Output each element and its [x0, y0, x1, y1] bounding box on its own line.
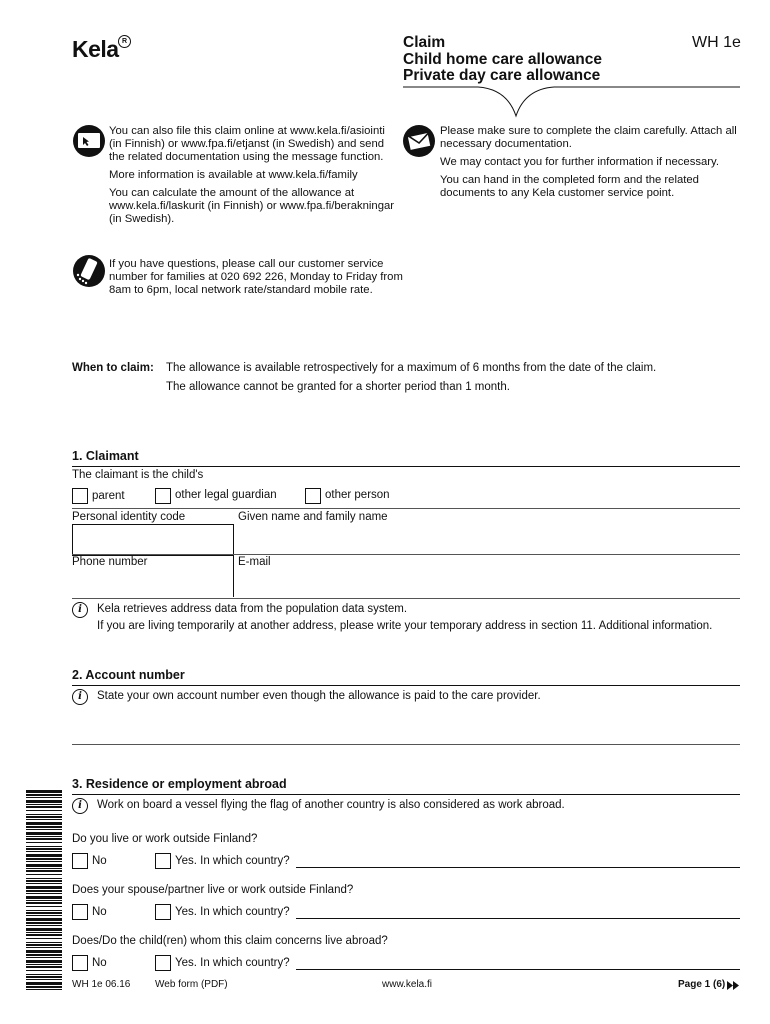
when-to-claim	[72, 359, 656, 397]
name-field[interactable]	[234, 525, 740, 554]
section-rule	[72, 794, 740, 795]
computer-icon	[72, 124, 106, 158]
parent-checkbox[interactable]	[72, 488, 88, 504]
no-checkbox[interactable]	[72, 853, 88, 869]
claimant-question: The claimant is the child's	[72, 469, 204, 481]
section-rule	[72, 466, 740, 467]
when-to-claim-label: When to claim:	[72, 362, 154, 374]
registered-mark-icon: R	[118, 35, 131, 48]
info-icon: i	[72, 602, 88, 618]
info-icon: i	[72, 798, 88, 814]
when-to-claim-line2: The allowance cannot be granted for a shorter period than 1 month.	[166, 381, 510, 393]
mail-icon	[402, 124, 436, 158]
yes-label: Yes. In which country?	[175, 906, 290, 918]
question-text: Does your spouse/partner live or work outside Finland?	[72, 884, 354, 896]
parent-label: parent	[92, 490, 125, 502]
more-info-text: More information is available at www.kela.fi/family	[109, 169, 358, 181]
account-number-field[interactable]	[72, 708, 740, 744]
pic-label: Personal identity code	[72, 511, 186, 523]
country-input[interactable]	[296, 918, 740, 919]
double-arrow-right-icon	[727, 981, 740, 990]
address-info-line1: Kela retrieves address data from the population data system.	[97, 603, 408, 615]
divider	[72, 744, 740, 745]
phone-label: Phone number	[72, 556, 148, 568]
info-icon: i	[72, 689, 88, 705]
divider	[72, 508, 740, 509]
no-checkbox[interactable]	[72, 904, 88, 920]
footer-form-code: WH 1e 06.16	[72, 979, 131, 990]
section-title-account: 2. Account number	[72, 668, 185, 682]
yes-label: Yes. In which country?	[175, 957, 290, 969]
page-number: Page 1 (6)	[678, 979, 726, 990]
footer-format: Web form (PDF)	[155, 979, 228, 990]
personal-identity-code-field[interactable]	[72, 524, 234, 556]
section-title-residence: 3. Residence or employment abroad	[72, 777, 287, 791]
section-rule	[72, 685, 740, 686]
no-label: No	[92, 906, 107, 918]
barcode	[26, 790, 62, 990]
question-text: Does/Do the child(ren) whom this claim concerns live abroad?	[72, 935, 388, 947]
other-person-label: other person	[325, 489, 390, 501]
when-to-claim-line1: The allowance is available retrospectively for a maximum of 6 months from the date of the claim.	[166, 362, 657, 374]
instruction-text: Please make sure to complete the claim carefully. Attach all necessary documentation.	[440, 125, 737, 150]
divider	[72, 554, 740, 555]
kela-logo: Kela	[72, 36, 119, 62]
instructions	[440, 125, 740, 205]
phone-icon	[72, 254, 106, 288]
footer-website: www.kela.fi	[382, 979, 433, 990]
title-line: Claim	[403, 34, 446, 51]
instruction-text: You can hand in the completed form and the related documents to any Kela customer service point.	[440, 174, 699, 199]
question-text: Do you live or work outside Finland?	[72, 833, 258, 845]
account-info: State your own account number even though the allowance is paid to the care provider.	[97, 690, 541, 702]
online-info	[109, 125, 399, 231]
no-label: No	[92, 855, 107, 867]
abroad-info: Work on board a vessel flying the flag of another country is also considered as work abroad.	[97, 799, 565, 811]
form-title	[403, 35, 602, 85]
instruction-text: We may contact you for further information if necessary.	[440, 156, 719, 168]
divider	[72, 598, 740, 599]
other-person-checkbox[interactable]	[305, 488, 321, 504]
country-input[interactable]	[296, 969, 740, 970]
no-checkbox[interactable]	[72, 955, 88, 971]
yes-checkbox[interactable]	[155, 853, 171, 869]
email-label: E-mail	[238, 556, 271, 568]
speech-bubble-divider	[403, 84, 740, 118]
phone-info-text: If you have questions, please call our customer service number for families at 020 692 226, Monday to Friday from 8am to 6pm, local network rate/standard mobile rate.	[109, 258, 403, 296]
no-label: No	[92, 957, 107, 969]
country-input[interactable]	[296, 867, 740, 868]
title-line: Private day care allowance	[403, 67, 601, 84]
other-guardian-checkbox[interactable]	[155, 488, 171, 504]
address-info-line2: If you are living temporarily at another address, please write your temporary address in section 11. Additional information.	[97, 620, 713, 632]
calculator-info-text: You can calculate the amount of the allowance at www.kela.fi/laskurit (in Finnish) or www.fpa.fi/berakningar (in Swedish).	[109, 187, 395, 225]
name-label: Given name and family name	[238, 511, 388, 523]
online-info-text: You can also file this claim online at www.kela.fi/asiointi (in Finnish) or www.fpa.fi/etjanst (in Swedish) and send the related documentation using the message function.	[109, 125, 385, 163]
yes-checkbox[interactable]	[155, 904, 171, 920]
email-field[interactable]	[234, 570, 740, 597]
section-title-claimant: 1. Claimant	[72, 449, 139, 463]
yes-checkbox[interactable]	[155, 955, 171, 971]
yes-label: Yes. In which country?	[175, 855, 290, 867]
title-line: Child home care allowance	[403, 50, 602, 68]
other-guardian-label: other legal guardian	[175, 489, 277, 501]
form-code: WH 1e	[692, 34, 741, 51]
phone-field[interactable]	[72, 570, 232, 597]
